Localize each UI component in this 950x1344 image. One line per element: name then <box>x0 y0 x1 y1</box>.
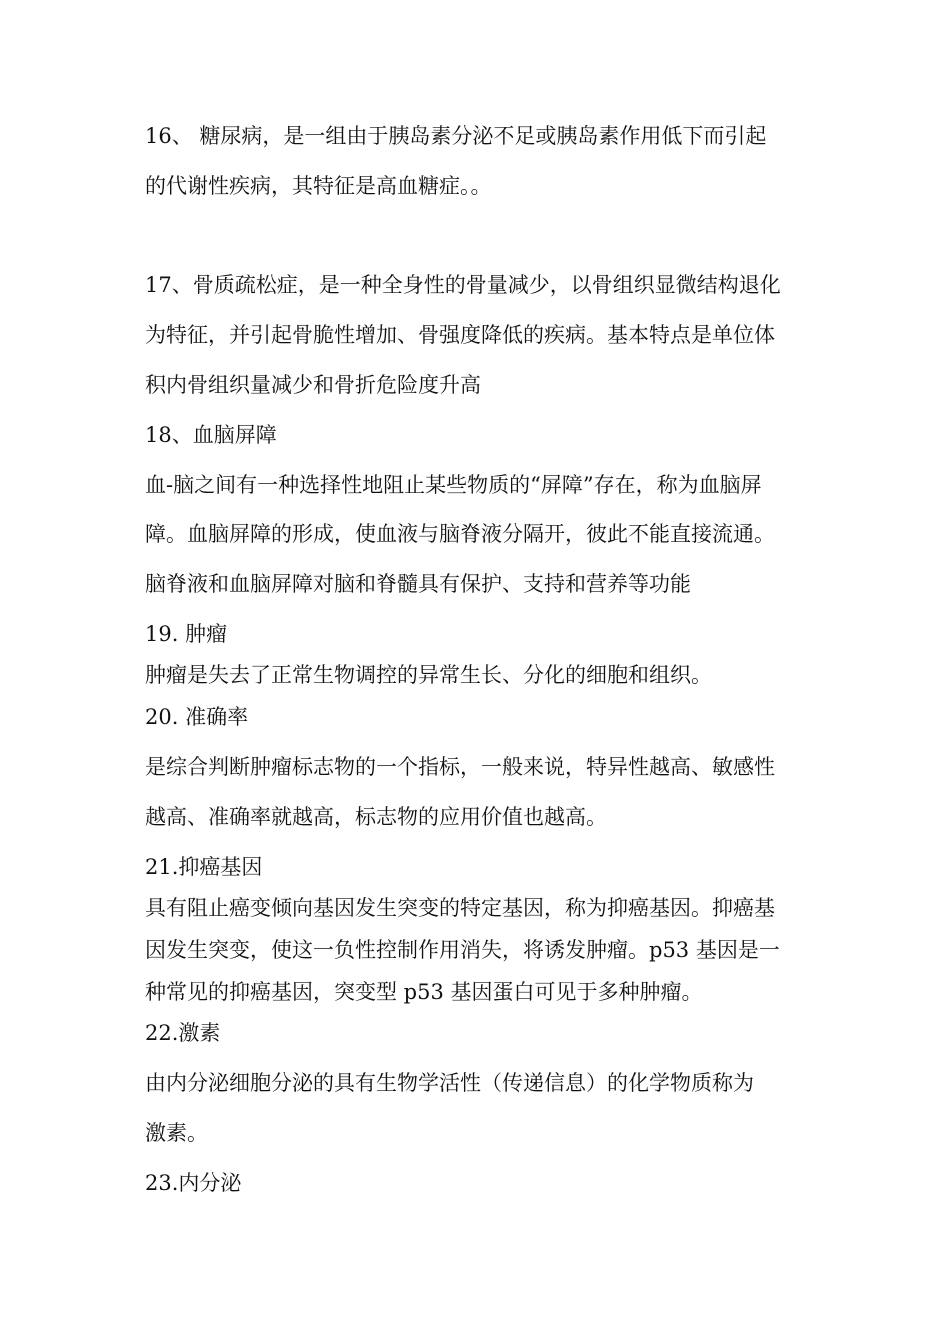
heading-18: 18、血脑屏障 <box>145 423 277 447</box>
text-line-16-cont: 的代谢性疾病，其特征是高血糖症。。 <box>145 174 492 198</box>
text-line-20-p2: 越高、准确率就越高，标志物的应用价值也越高。 <box>145 805 607 829</box>
heading-23: 23.内分泌 <box>145 1171 242 1195</box>
heading-19: 19. 肿瘤 <box>145 622 228 646</box>
text-line-22-p1: 由内分泌细胞分泌的具有生物学活性（传递信息）的化学物质称为 <box>145 1071 754 1095</box>
text-line-16-title: 16、 糖尿病，是一组由于胰岛素分泌不足或胰岛素作用低下而引起 <box>145 124 767 148</box>
text-line-20-p1: 是综合判断肿瘤标志物的一个指标，一般来说，特异性越高、敏感性 <box>145 755 775 779</box>
text-line-21-p1: 具有阻止癌变倾向基因发生突变的特定基因，称为抑癌基因。抑癌基 <box>145 896 775 920</box>
heading-21: 21.抑癌基因 <box>145 855 263 879</box>
text-line-22-p2: 激素。 <box>145 1121 208 1145</box>
text-line-17-cont2: 积内骨组织量减少和骨折危险度升高 <box>145 373 481 397</box>
heading-22: 22.激素 <box>145 1021 221 1045</box>
text-line-21-p3: 种常见的抑癌基因，突变型 p53 基因蛋白可见于多种肿瘤。 <box>145 980 703 1004</box>
text-line-18-p2: 障。血脑屏障的形成，使血液与脑脊液分隔开，彼此不能直接流通。 <box>145 522 775 546</box>
text-line-17-cont1: 为特征，并引起骨脆性增加、骨强度降低的疾病。基本特点是单位体 <box>145 323 775 347</box>
text-line-21-p2: 因发生突变，使这一负性控制作用消失，将诱发肿瘤。p53 基因是一 <box>145 938 780 962</box>
text-line-18-p1: 血-脑之间有一种选择性地阻止某些物质的“屏障”存在，称为血脑屏 <box>145 473 762 497</box>
text-line-17-title: 17、骨质疏松症，是一种全身性的骨量减少，以骨组织显微结构退化 <box>145 273 781 297</box>
text-line-19-p1: 肿瘤是失去了正常生物调控的异常生长、分化的细胞和组织。 <box>145 663 712 687</box>
heading-20: 20. 准确率 <box>145 705 249 729</box>
text-line-18-p3: 脑脊液和血脑屏障对脑和脊髓具有保护、支持和营养等功能 <box>145 572 691 596</box>
